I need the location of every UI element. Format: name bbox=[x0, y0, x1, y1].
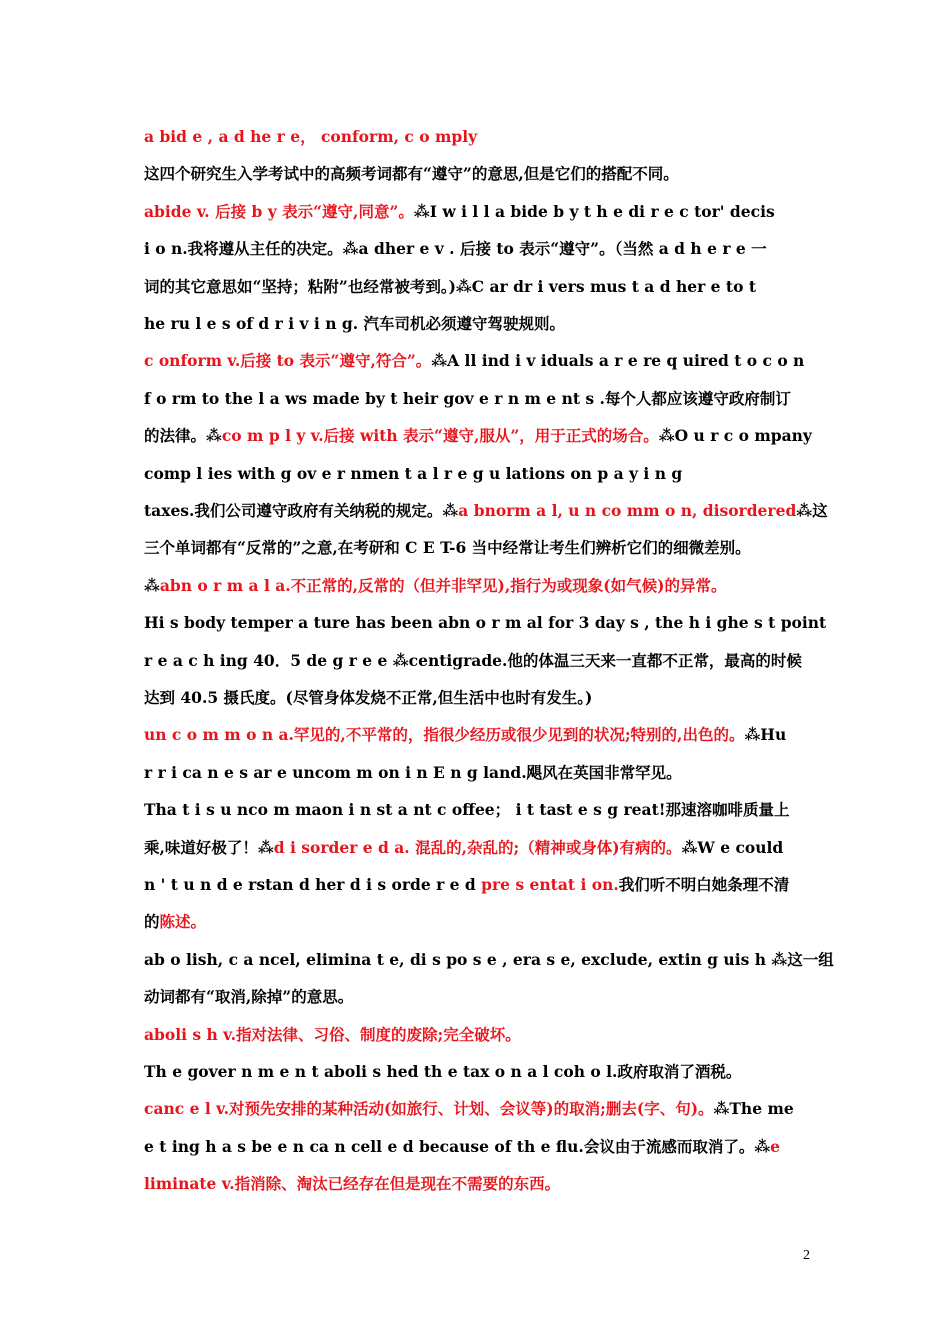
text-line bbox=[144, 314, 808, 334]
text-line bbox=[144, 576, 808, 596]
highlight-text: a bid e , a d he r e， conform, c o mply bbox=[144, 127, 478, 146]
text-line bbox=[144, 725, 808, 745]
text-line bbox=[144, 949, 834, 970]
text-line bbox=[144, 651, 808, 671]
body-text-segment: ⁂A ll ind i v iduals a r e re q uired t o c o n bbox=[431, 351, 805, 371]
highlight-text: aboli s h v.指对法律、习俗、制度的废除;完全破坏。 bbox=[144, 1024, 521, 1044]
highlight-text: c onform v.后接 to 表示“遵守,符合”。 bbox=[144, 351, 432, 371]
text-line bbox=[144, 1174, 808, 1194]
page-number: 2 bbox=[803, 1248, 810, 1263]
text-line bbox=[144, 800, 808, 820]
body-text-segment: ab o lish, c a ncel, elimina t e, di s po s e , era s e, exclude, extin g uis h ⁂这一组 bbox=[144, 949, 834, 969]
text-line bbox=[144, 538, 808, 558]
highlight-text: co m p l y v.后接 with 表示“遵守,服从”，用于正式的场合。 bbox=[221, 426, 659, 446]
body-text-segment: n ' t u n d e rstan d her d i s orde r e d bbox=[144, 875, 482, 894]
body-text-segment: f o rm to the l a ws made by t heir gov e r n m e nt s .每个人都应该遵守政府制订 bbox=[144, 388, 791, 408]
body-text-segment: ⁂ bbox=[144, 575, 160, 595]
text-line bbox=[144, 875, 808, 895]
body-text-segment: 这四个研究生入学考试中的高频考词都有“遵守”的意思,但是它们的搭配不同。 bbox=[144, 164, 679, 184]
body-text-segment: 达到 40.5 摄氏度。(尽管身体发烧不正常,但生活中也时有发生。) bbox=[144, 688, 593, 707]
body-text-segment: he ru l e s of d r i v i n g. 汽车司机必须遵守驾驶规则。 bbox=[144, 314, 565, 333]
text-line bbox=[144, 202, 808, 222]
body-text-segment: 三个单词都有“反常的”之意,在考研和 C E T-6 当中经常让考生们辨析它们的细微差别。 bbox=[144, 538, 751, 558]
body-text-segment: 的 bbox=[144, 912, 160, 932]
body-text-segment: ⁂这 bbox=[796, 501, 828, 520]
highlight-text: 陈述。 bbox=[159, 912, 207, 932]
text-line bbox=[144, 763, 808, 783]
text-line bbox=[144, 127, 808, 147]
body-text-segment: comp l ies with g ov e r nmen t a l r e g u lations on p a y i n g bbox=[144, 463, 683, 483]
body-text-segment: 我们听不明白她条理不清 bbox=[618, 875, 790, 894]
text-line bbox=[144, 464, 808, 484]
highlight-text: abide v. 后接 b y 表示“遵守,同意”。 bbox=[144, 201, 414, 221]
body-text-segment: 乘,味道好极了！⁂ bbox=[144, 837, 274, 857]
body-text-segment: ⁂O u r c o mpany bbox=[658, 426, 812, 446]
text-line bbox=[144, 164, 808, 184]
highlight-text: canc e l v.对预先安排的某种活动(如旅行、计划、会议等)的取消;删去(字、句)。 bbox=[144, 1099, 714, 1119]
text-line bbox=[144, 1062, 808, 1082]
highlight-text: e bbox=[770, 1136, 781, 1156]
highlight-text: liminate v.指消除、淘汰已经存在但是现在不需要的东西。 bbox=[144, 1174, 561, 1194]
text-line bbox=[144, 1099, 808, 1119]
text-line bbox=[144, 688, 808, 708]
body-text-segment: 词的其它意思如“坚持；粘附”也经常被考到。)⁂C ar dr i vers mus t a d her e to t bbox=[144, 276, 756, 296]
body-text-segment: Tha t i s u nco m maon i n st a nt c offee； i t tast e s g reat!那速溶咖啡质量上 bbox=[144, 800, 790, 820]
body-text-segment: Th e gover n m e n t aboli s hed th e tax o n a l coh o l.政府取消了酒税。 bbox=[144, 1062, 742, 1081]
body-text-segment: ⁂I w i l l a bide b y t h e di r e c tor' decis bbox=[413, 201, 775, 221]
highlight-text: d i sorder e d a. 混乱的,杂乱的;（精神或身体)有病的。 bbox=[273, 837, 682, 857]
text-line bbox=[144, 987, 808, 1007]
body-text-segment: Hi s body temper a ture has been abn o r m al for 3 day s , the h i ghe s t point bbox=[144, 613, 827, 633]
text-line bbox=[144, 838, 808, 858]
text-line bbox=[144, 1025, 808, 1045]
highlight-text: pre s entat i on. bbox=[481, 875, 619, 894]
highlight-text: a bnorm a l, u n co mm o n, disordered bbox=[458, 501, 797, 520]
text-line bbox=[144, 912, 808, 932]
body-text-segment: r e a c h ing 40．5 de g r e e ⁂centigrade.他的体温三天来一直都不正常，最高的时候 bbox=[144, 650, 802, 670]
body-text-segment: ⁂The me bbox=[713, 1099, 794, 1119]
body-text-segment: 的法律。⁂ bbox=[144, 426, 222, 446]
text-line bbox=[144, 389, 808, 409]
body-text-segment: ⁂W e could bbox=[681, 837, 784, 857]
text-line bbox=[144, 277, 808, 297]
body-text-segment: taxes.我们公司遵守政府有关纳税的规定。⁂ bbox=[144, 501, 459, 520]
text-line bbox=[144, 613, 827, 633]
highlight-text: un c o m m o n a.罕见的,不平常的，指很少经历或很少见到的状况;特别的,出色的。 bbox=[144, 725, 745, 745]
text-line bbox=[144, 501, 828, 521]
body-text-segment: e t ing h a s be e n ca n cell e d because of th e flu.会议由于流感而取消了。⁂ bbox=[144, 1136, 771, 1156]
body-text-segment: i o n.我将遵从主任的决定。⁂a dher e v . 后接 to 表示“遵守”。（当然 a d h e r e 一 bbox=[144, 239, 767, 259]
text-line bbox=[144, 1137, 808, 1157]
body-text-segment: r r i ca n e s ar e uncom m on i n E n g land.飓风在英国非常罕见。 bbox=[144, 762, 682, 782]
body-text-segment: 动词都有“取消,除掉”的意思。 bbox=[144, 987, 354, 1007]
text-line bbox=[144, 239, 808, 259]
highlight-text: abn o r m a l a.不正常的,反常的（但并非罕见),指行为或现象(如气候)的异常。 bbox=[159, 575, 727, 595]
text-line bbox=[144, 351, 808, 371]
body-text-segment: ⁂Hu bbox=[744, 725, 787, 745]
text-line bbox=[144, 426, 812, 446]
